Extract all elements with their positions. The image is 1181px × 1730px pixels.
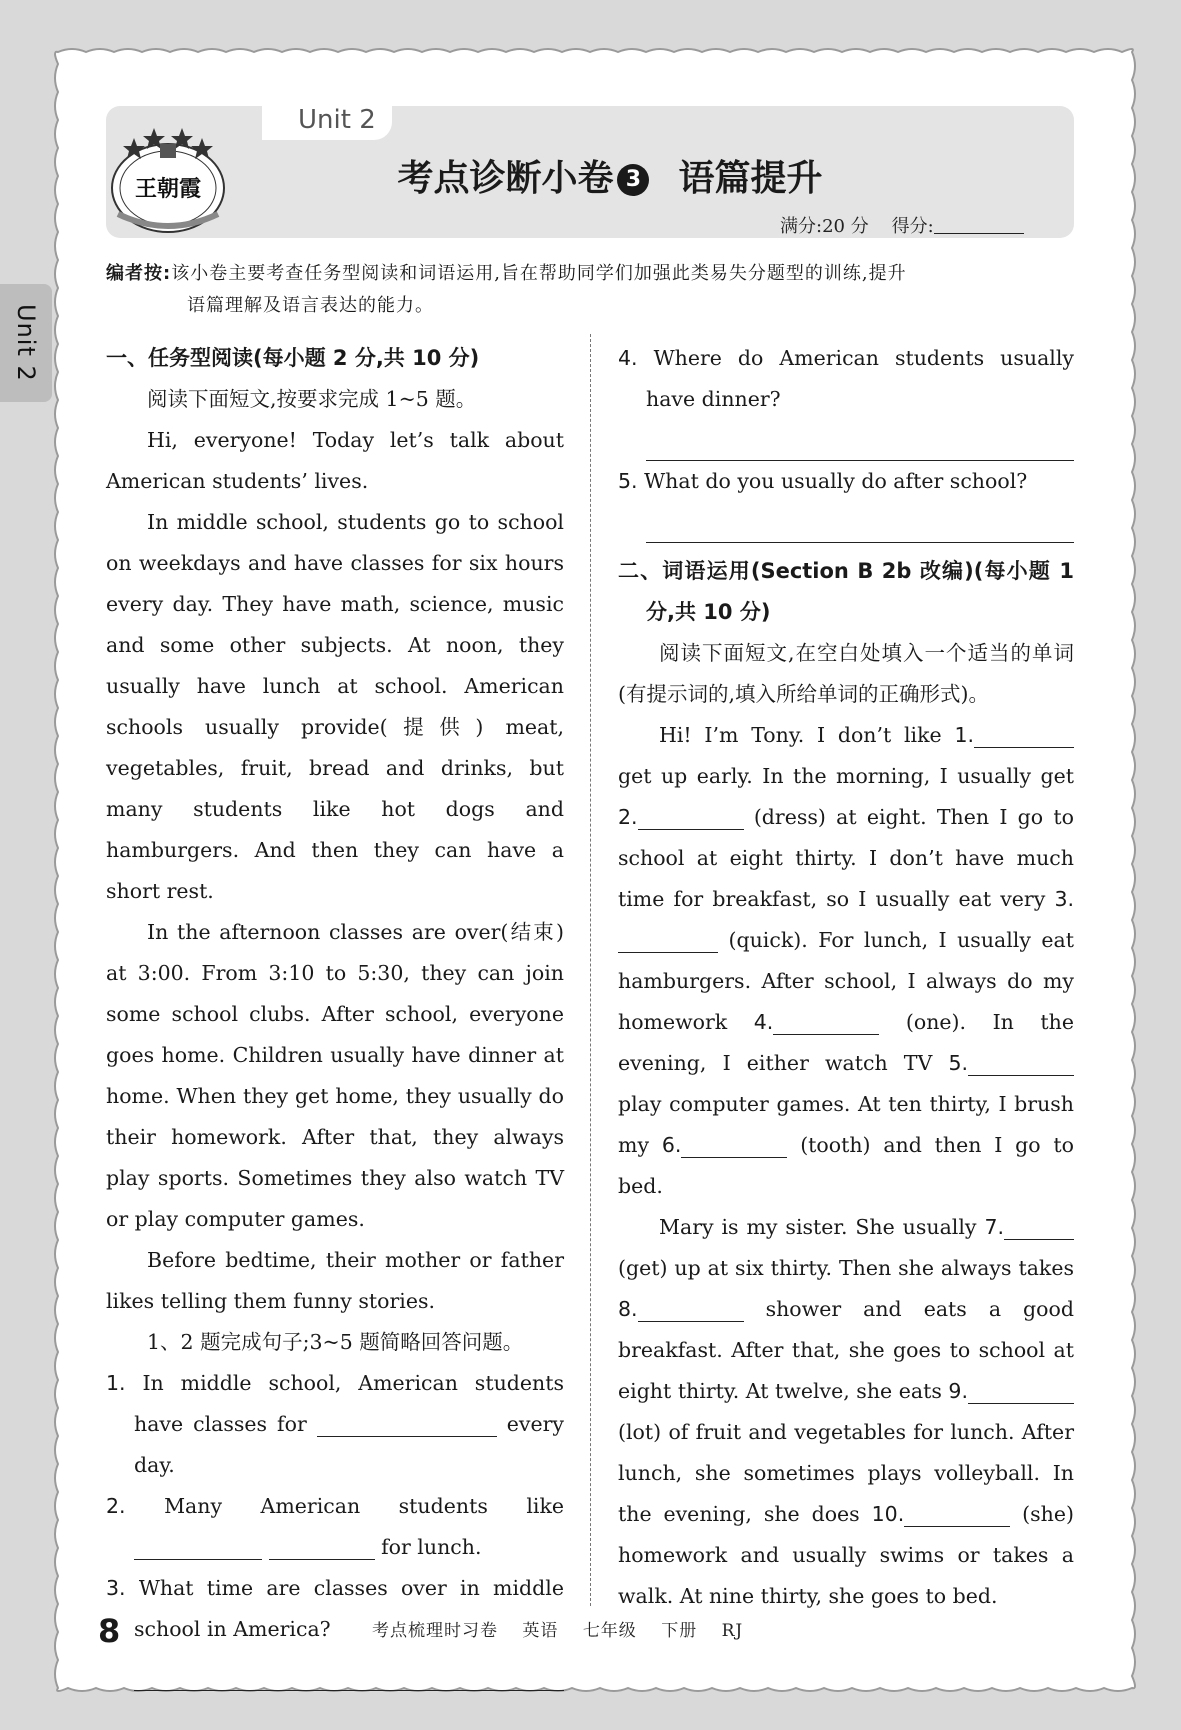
left-column bbox=[106, 338, 564, 1691]
cloze-text: (tooth) and then I go to bed. bbox=[618, 1133, 1074, 1198]
editor-note-label: 编者按: bbox=[106, 263, 172, 284]
title-left: 考点诊断小卷 bbox=[397, 158, 614, 199]
question-number: 4. bbox=[618, 346, 638, 370]
answer-blank[interactable] bbox=[134, 1533, 262, 1560]
cloze-blank[interactable] bbox=[968, 1049, 1074, 1076]
cloze-blank[interactable] bbox=[638, 803, 744, 830]
question-5 bbox=[618, 461, 1074, 502]
question-2 bbox=[106, 1486, 564, 1568]
cloze-blank[interactable] bbox=[773, 1008, 879, 1035]
cloze-blank[interactable] bbox=[1004, 1213, 1074, 1240]
cloze-text: play computer games. At ten thirty, I brush my bbox=[618, 1092, 1074, 1157]
question-text: What do you usually do after school? bbox=[644, 469, 1028, 493]
cloze-text: (quick). For lunch, I usually eat hamburgers. After school, I always do my homework bbox=[618, 928, 1074, 1034]
question-4 bbox=[618, 338, 1074, 420]
question-text: for lunch. bbox=[381, 1535, 482, 1559]
footer-book: 考点梳理时习卷 bbox=[372, 1621, 498, 1641]
blank-number: 3. bbox=[1054, 887, 1074, 911]
title-number-badge: 3 bbox=[617, 164, 649, 196]
blank-number: 1. bbox=[954, 723, 974, 747]
cloze-text: (get) up at six thirty. Then she always takes bbox=[618, 1256, 1074, 1280]
side-tab-label: Unit 2 bbox=[12, 304, 40, 382]
page-number: 8 bbox=[98, 1612, 121, 1650]
blank-number: 6. bbox=[661, 1133, 682, 1157]
answer-line[interactable] bbox=[646, 502, 1074, 543]
question-1 bbox=[106, 1363, 564, 1486]
cloze-text: (lot) of fruit and vegetables for lunch. After lunch, she sometimes plays volleyball. In the evening, she does bbox=[618, 1420, 1074, 1526]
score-blank[interactable] bbox=[934, 217, 1024, 234]
blank-number: 5. bbox=[948, 1051, 968, 1075]
passage-paragraph: In the afternoon classes are over(结束) at 3:00. From 3:10 to 5:30, they can join some school clubs. After school, everyone goes home. Children usually have dinner at home. When they get home, they usually do their homework. After that, they always play sports. Sometimes they also watch TV or play computer games. bbox=[106, 920, 564, 1231]
score-label: 得分: bbox=[891, 216, 934, 237]
cloze-blank[interactable] bbox=[681, 1131, 787, 1158]
editor-note-line2: 语篇理解及语言表达的能力。 bbox=[187, 295, 434, 316]
cloze-blank[interactable] bbox=[974, 721, 1074, 748]
page-title bbox=[330, 150, 890, 201]
cloze-text: Hi! I’m Tony. I don’t like bbox=[659, 723, 942, 747]
footer-volume: 下册 bbox=[661, 1621, 698, 1641]
answer-blank[interactable] bbox=[269, 1533, 375, 1560]
unit-label: Unit 2 bbox=[262, 100, 392, 140]
passage-paragraph: Hi, everyone! Today let’s talk about American students’ lives. bbox=[106, 428, 564, 493]
logo-text: 王朝霞 bbox=[134, 176, 202, 202]
answer-blank[interactable] bbox=[317, 1410, 497, 1437]
footer-subject: 英语 bbox=[522, 1621, 559, 1641]
unit-side-tab bbox=[0, 284, 52, 402]
column-divider bbox=[590, 334, 591, 1606]
answer-line[interactable] bbox=[646, 420, 1074, 461]
blank-number: 9. bbox=[948, 1379, 968, 1403]
cloze-blank[interactable] bbox=[618, 926, 718, 953]
cloze-text: Mary is my sister. She usually bbox=[659, 1215, 977, 1239]
cloze-paragraph-1 bbox=[618, 715, 1074, 1207]
question-number: 1. bbox=[106, 1371, 126, 1395]
blank-number: 4. bbox=[753, 1010, 774, 1034]
question-text: Many American students like bbox=[164, 1494, 564, 1518]
passage-paragraph: Before bedtime, their mother or father likes telling them funny stories. bbox=[106, 1248, 564, 1313]
cloze-text: get up early. In the morning, I usually get bbox=[618, 764, 1074, 788]
footer-info bbox=[372, 1616, 761, 1641]
question-text: What time are classes over in middle school in America? bbox=[134, 1576, 564, 1641]
footer-edition: RJ bbox=[721, 1621, 744, 1641]
footer-grade: 七年级 bbox=[582, 1621, 637, 1641]
blank-number: 10. bbox=[871, 1502, 905, 1526]
title-right: 语篇提升 bbox=[678, 158, 823, 199]
cloze-text: (one). In the evening, I either watch TV bbox=[618, 1010, 1074, 1075]
section1-heading: 一、任务型阅读(每小题 2 分,共 10 分) bbox=[106, 346, 480, 370]
blank-number: 8. bbox=[618, 1297, 638, 1321]
question-number: 5. bbox=[618, 469, 638, 493]
cloze-paragraph-2 bbox=[618, 1207, 1074, 1617]
cloze-text: (she) homework and usually swims or takes a walk. At nine thirty, she goes to bed. bbox=[618, 1502, 1074, 1608]
cloze-blank[interactable] bbox=[968, 1377, 1074, 1404]
passage-paragraph: In middle school, students go to school on weekdays and have classes for six hours every day. They have math, science, music and some other subjects. At noon, they usually have lunch at school. American schools usually provide(提供) meat, vegetables, fruit, bread and drinks, but many students like hot dogs and hamburgers. And then they can have a short rest. bbox=[106, 510, 564, 903]
right-column bbox=[618, 338, 1074, 1617]
full-score: 满分:20 分 bbox=[780, 216, 869, 237]
cloze-text: shower and eats a good breakfast. After that, she goes to school at eight thirty. At twelve, she eats bbox=[618, 1297, 1074, 1403]
section1-instruction: 阅读下面短文,按要求完成 1~5 题。 bbox=[147, 387, 477, 411]
cloze-blank[interactable] bbox=[904, 1500, 1010, 1527]
question-text: every day. bbox=[134, 1412, 564, 1477]
section2-heading: 二、词语运用(Section B 2b 改编)(每小题 1 分,共 10 分) bbox=[618, 559, 1074, 624]
cloze-text: (dress) at eight. Then I go to school at eight thirty. I don’t have much time for breakfast, so I usually eat very bbox=[618, 805, 1074, 911]
question-number: 2. bbox=[106, 1494, 126, 1518]
answer-line[interactable] bbox=[134, 1650, 564, 1691]
question-text: Where do American students usually have dinner? bbox=[646, 346, 1074, 411]
editor-note bbox=[106, 258, 1076, 322]
question-number: 3. bbox=[106, 1576, 126, 1600]
blank-number: 2. bbox=[618, 805, 638, 829]
publisher-logo-seal bbox=[104, 118, 232, 236]
section2-instruction: 阅读下面短文,在空白处填入一个适当的单词(有提示词的,填入所给单词的正确形式)。 bbox=[618, 641, 1074, 706]
question-text: In middle school, American students have classes for bbox=[134, 1371, 564, 1436]
task-instruction: 1、2 题完成句子;3~5 题简略回答问题。 bbox=[147, 1330, 524, 1354]
score-area bbox=[780, 212, 1024, 238]
cloze-blank[interactable] bbox=[638, 1295, 744, 1322]
editor-note-line1: 该小卷主要考查任务型阅读和词语运用,旨在帮助同学们加强此类易失分题型的训练,提升 bbox=[171, 263, 907, 284]
blank-number: 7. bbox=[984, 1215, 1004, 1239]
